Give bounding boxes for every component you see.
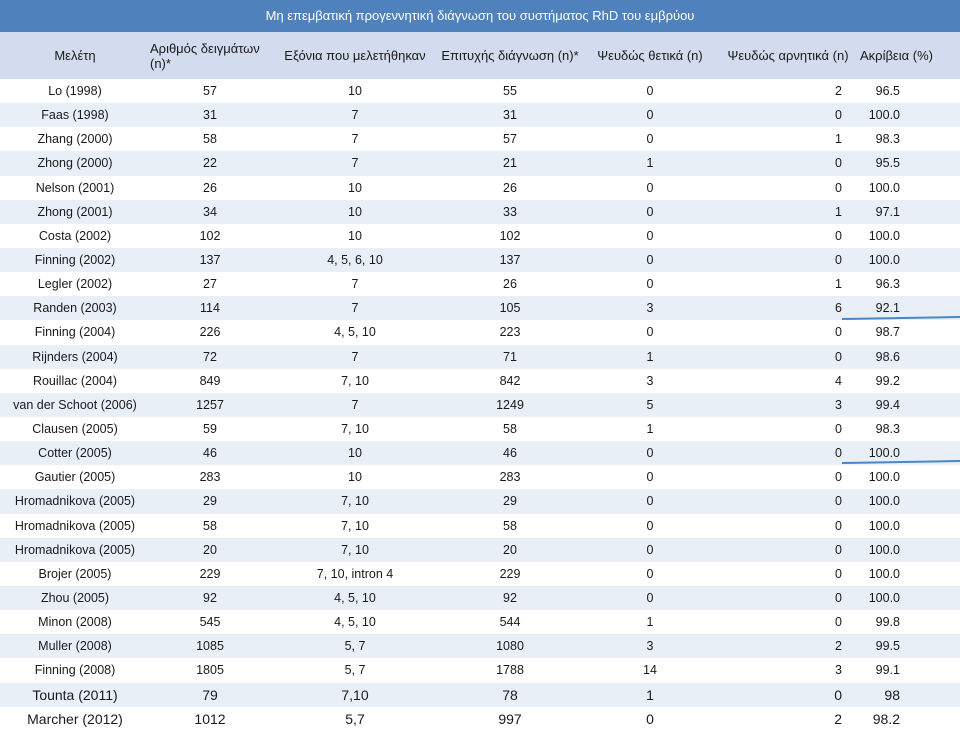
- cell-successful-diagnosis: 229: [499, 566, 521, 581]
- table-row: [0, 393, 960, 417]
- cell-false-negatives: 1: [835, 132, 842, 147]
- table-row: [0, 441, 960, 465]
- cell-accuracy: 100.0: [868, 180, 900, 195]
- cell-study: Brojer (2005): [38, 566, 112, 581]
- cell-successful-diagnosis: 26: [503, 180, 517, 195]
- cell-accuracy: 100.0: [868, 108, 900, 123]
- cell-study: Zhang (2000): [37, 132, 113, 147]
- table-row: [0, 707, 960, 731]
- cell-false-negatives: 0: [835, 253, 842, 268]
- cell-successful-diagnosis: 71: [503, 349, 517, 364]
- cell-successful-diagnosis: 78: [502, 686, 518, 703]
- cell-study: Hromadnikova (2005): [14, 542, 136, 557]
- table-row: [0, 224, 960, 248]
- cell-false-positives: 5: [646, 397, 654, 412]
- cell-false-negatives: 1: [835, 204, 842, 219]
- cell-study: Randen (2003): [33, 301, 117, 316]
- cell-study: Finning (2008): [34, 663, 116, 678]
- cell-false-positives: 0: [646, 518, 654, 533]
- cell-exons: 10: [348, 84, 362, 99]
- cell-false-positives: 14: [643, 663, 657, 678]
- cell-successful-diagnosis: 57: [503, 132, 517, 147]
- cell-exons: 10: [348, 204, 362, 219]
- cell-exons: 5, 7: [344, 663, 366, 678]
- cell-accuracy: 96.5: [875, 84, 900, 99]
- cell-sample-count: 59: [203, 422, 217, 437]
- cell-study: van der Schoot (2006): [13, 397, 137, 412]
- cell-sample-count: 1012: [194, 710, 226, 727]
- cell-false-negatives: 3: [835, 663, 842, 678]
- header-exons: Εξόνια που μελετήθηκαν: [284, 48, 426, 63]
- cell-sample-count: 31: [203, 108, 217, 123]
- cell-false-negatives: 0: [834, 686, 842, 703]
- cell-study: Faas (1998): [41, 108, 109, 123]
- cell-exons: 7: [351, 156, 359, 171]
- cell-exons: 7: [351, 397, 359, 412]
- cell-false-positives: 0: [646, 591, 654, 606]
- cell-accuracy: 98.6: [875, 349, 900, 364]
- table-row: [0, 200, 960, 224]
- cell-sample-count: 849: [199, 373, 221, 388]
- cell-accuracy: 99.5: [875, 639, 900, 654]
- cell-false-negatives: 0: [835, 156, 842, 171]
- cell-false-negatives: 0: [835, 615, 842, 630]
- cell-successful-diagnosis: 20: [503, 542, 517, 557]
- cell-accuracy: 99.2: [875, 373, 900, 388]
- table-row: [0, 586, 960, 610]
- cell-false-positives: 0: [646, 253, 654, 268]
- cell-sample-count: 72: [203, 349, 217, 364]
- cell-false-positives: 0: [646, 710, 654, 727]
- cell-successful-diagnosis: 1249: [496, 397, 524, 412]
- cell-accuracy: 100.0: [868, 566, 900, 581]
- cell-study: Cotter (2005): [38, 446, 112, 461]
- table-row: [0, 465, 960, 489]
- header-successful-diagnosis: Επιτυχής διάγνωση (n)*: [441, 48, 579, 63]
- table-row: [0, 296, 960, 320]
- cell-sample-count: 102: [199, 228, 221, 243]
- header-false-negatives: Ψευδώς αρνητικά (n): [727, 48, 849, 63]
- cell-study: Clausen (2005): [32, 422, 118, 437]
- cell-study: Finning (2002): [34, 253, 116, 268]
- cell-false-negatives: 0: [835, 542, 842, 557]
- cell-exons: 7, 10, intron 4: [316, 566, 394, 581]
- cell-accuracy: 99.1: [875, 663, 900, 678]
- cell-false-positives: 0: [646, 470, 654, 485]
- cell-false-positives: 0: [646, 494, 654, 509]
- cell-successful-diagnosis: 105: [499, 301, 521, 316]
- cell-study: Finning (2004): [34, 325, 116, 340]
- cell-false-negatives: 2: [835, 639, 842, 654]
- cell-accuracy: 100.0: [868, 253, 900, 268]
- cell-false-positives: 0: [646, 542, 654, 557]
- cell-successful-diagnosis: 223: [499, 325, 521, 340]
- table-row: [0, 658, 960, 682]
- cell-false-positives: 0: [646, 204, 654, 219]
- cell-accuracy: 100.0: [868, 518, 900, 533]
- cell-sample-count: 1805: [196, 663, 224, 678]
- cell-successful-diagnosis: 283: [499, 470, 521, 485]
- cell-study: Rouillac (2004): [32, 373, 118, 388]
- cell-sample-count: 34: [203, 204, 217, 219]
- table-row: [0, 320, 960, 344]
- cell-sample-count: 92: [203, 591, 217, 606]
- table-row: [0, 514, 960, 538]
- cell-exons: 10: [348, 180, 362, 195]
- cell-false-negatives: 0: [835, 566, 842, 581]
- cell-false-negatives: 2: [835, 84, 842, 99]
- table-body: [0, 79, 960, 731]
- cell-sample-count: 1085: [196, 639, 224, 654]
- cell-study: Costa (2002): [38, 228, 112, 243]
- cell-sample-count: 226: [199, 325, 221, 340]
- cell-successful-diagnosis: 29: [503, 494, 517, 509]
- table-row: [0, 272, 960, 296]
- cell-exons: 5, 7: [344, 639, 366, 654]
- cell-false-positives: 3: [646, 373, 654, 388]
- cell-exons: 7,10: [341, 686, 369, 703]
- table-row: [0, 103, 960, 127]
- cell-sample-count: 114: [200, 301, 220, 316]
- cell-exons: 10: [348, 228, 362, 243]
- cell-accuracy: 98: [884, 686, 900, 703]
- cell-sample-count: 545: [199, 615, 221, 630]
- cell-sample-count: 58: [203, 132, 217, 147]
- cell-sample-count: 27: [203, 277, 217, 292]
- cell-successful-diagnosis: 21: [503, 156, 517, 171]
- header-accuracy: Ακρίβεια (%): [860, 48, 933, 63]
- cell-exons: 7, 10: [341, 518, 369, 533]
- cell-sample-count: 283: [199, 470, 221, 485]
- cell-sample-count: 57: [203, 84, 217, 99]
- cell-accuracy: 96.3: [875, 277, 900, 292]
- cell-accuracy: 98.7: [875, 325, 900, 340]
- cell-false-positives: 0: [646, 277, 654, 292]
- cell-study: Lo (1998): [48, 84, 102, 99]
- cell-accuracy: 100.0: [868, 470, 900, 485]
- cell-exons: 10: [348, 446, 362, 461]
- table-row: [0, 369, 960, 393]
- cell-study: Minon (2008): [38, 615, 112, 630]
- cell-false-negatives: 0: [835, 349, 842, 364]
- cell-sample-count: 22: [203, 156, 217, 171]
- cell-successful-diagnosis: 55: [503, 84, 517, 99]
- cell-accuracy: 100.0: [868, 542, 900, 557]
- cell-false-negatives: 0: [835, 422, 842, 437]
- cell-false-negatives: 4: [835, 373, 842, 388]
- cell-exons: 7: [351, 132, 359, 147]
- cell-accuracy: 98.3: [875, 422, 900, 437]
- cell-successful-diagnosis: 58: [503, 518, 517, 533]
- cell-false-positives: 0: [646, 132, 654, 147]
- cell-false-positives: 3: [646, 639, 654, 654]
- cell-exons: 4, 5, 6, 10: [327, 253, 383, 268]
- cell-false-positives: 0: [646, 228, 654, 243]
- cell-study: Zhou (2005): [40, 591, 110, 606]
- cell-exons: 4, 5, 10: [334, 615, 376, 630]
- cell-accuracy: 92.1: [875, 301, 900, 316]
- cell-sample-count: 20: [203, 542, 217, 557]
- cell-accuracy: 95.5: [875, 156, 900, 171]
- cell-accuracy: 99.4: [875, 397, 900, 412]
- cell-accuracy: 100.0: [868, 446, 900, 461]
- header-sample-count: Αριθμός δειγμάτων (n)*: [150, 40, 260, 71]
- cell-successful-diagnosis: 544: [499, 615, 521, 630]
- cell-exons: 7, 10: [341, 373, 369, 388]
- cell-study: Zhong (2000): [37, 156, 113, 171]
- cell-study: Legler (2002): [37, 277, 113, 292]
- table-title: Μη επεμβατική προγεννητική διάγνωση του συστήματος RhD του εμβρύου: [0, 0, 960, 32]
- cell-successful-diagnosis: 842: [499, 373, 521, 388]
- cell-study: Muller (2008): [38, 639, 112, 654]
- cell-sample-count: 29: [203, 494, 217, 509]
- cell-sample-count: 229: [199, 566, 221, 581]
- cell-false-negatives: 0: [835, 494, 842, 509]
- cell-successful-diagnosis: 137: [499, 253, 521, 268]
- cell-successful-diagnosis: 46: [503, 446, 517, 461]
- cell-exons: 7: [351, 108, 359, 123]
- cell-successful-diagnosis: 102: [499, 228, 521, 243]
- cell-successful-diagnosis: 31: [503, 108, 517, 123]
- cell-accuracy: 100.0: [868, 494, 900, 509]
- cell-false-positives: 0: [646, 180, 654, 195]
- cell-sample-count: 1257: [196, 397, 224, 412]
- cell-successful-diagnosis: 58: [503, 422, 517, 437]
- cell-exons: 7: [351, 301, 359, 316]
- cell-false-negatives: 2: [834, 710, 842, 727]
- table-row: [0, 417, 960, 441]
- cell-false-negatives: 0: [835, 325, 842, 340]
- table-row: [0, 489, 960, 513]
- cell-false-negatives: 1: [835, 277, 842, 292]
- cell-false-positives: 1: [646, 349, 654, 364]
- cell-sample-count: 137: [199, 253, 221, 268]
- cell-accuracy: 98.2: [872, 710, 900, 727]
- cell-sample-count: 26: [203, 180, 217, 195]
- cell-false-positives: 1: [646, 422, 654, 437]
- table-header-row: [0, 32, 960, 79]
- cell-sample-count: 58: [203, 518, 217, 533]
- cell-false-negatives: 0: [835, 518, 842, 533]
- cell-false-positives: 0: [646, 325, 654, 340]
- cell-false-positives: 1: [646, 615, 654, 630]
- cell-exons: 5,7: [345, 710, 365, 727]
- cell-false-negatives: 0: [835, 228, 842, 243]
- cell-study: Nelson (2001): [35, 180, 115, 195]
- cell-accuracy: 100.0: [868, 228, 900, 243]
- cell-exons: 4, 5, 10: [334, 591, 376, 606]
- cell-false-negatives: 0: [835, 591, 842, 606]
- table-row: [0, 538, 960, 562]
- cell-accuracy: 97.1: [875, 204, 900, 219]
- cell-study: Rijnders (2004): [32, 349, 118, 364]
- table-row: [0, 127, 960, 151]
- table-row: [0, 610, 960, 634]
- cell-false-positives: 0: [646, 84, 654, 99]
- cell-exons: 7: [351, 349, 359, 364]
- table-row: [0, 562, 960, 586]
- table-row: [0, 151, 960, 175]
- cell-false-negatives: 3: [835, 397, 842, 412]
- table-row: [0, 248, 960, 272]
- cell-exons: 7: [351, 277, 359, 292]
- cell-false-negatives: 0: [835, 108, 842, 123]
- cell-sample-count: 46: [203, 446, 217, 461]
- cell-accuracy: 100.0: [868, 591, 900, 606]
- cell-false-negatives: 0: [835, 180, 842, 195]
- cell-false-positives: 0: [646, 446, 654, 461]
- cell-successful-diagnosis: 1080: [496, 639, 524, 654]
- header-false-positives: Ψευδώς θετικά (n): [597, 48, 703, 63]
- cell-successful-diagnosis: 92: [503, 591, 517, 606]
- table-row: [0, 683, 960, 707]
- cell-successful-diagnosis: 33: [503, 204, 517, 219]
- table-row: [0, 345, 960, 369]
- cell-exons: 7, 10: [341, 494, 369, 509]
- cell-successful-diagnosis: 26: [503, 277, 517, 292]
- cell-exons: 7, 10: [341, 542, 369, 557]
- cell-study: Tounta (2011): [32, 686, 118, 703]
- table-row: [0, 79, 960, 103]
- cell-false-positives: 3: [646, 301, 654, 316]
- cell-false-negatives: 6: [835, 301, 842, 316]
- cell-study: Marcher (2012): [27, 710, 123, 727]
- header-study: Μελέτη: [54, 48, 96, 63]
- cell-false-positives: 1: [646, 156, 654, 171]
- table-row: [0, 634, 960, 658]
- cell-study: Zhong (2001): [37, 204, 113, 219]
- cell-successful-diagnosis: 997: [498, 710, 522, 727]
- cell-study: Hromadnikova (2005): [14, 494, 136, 509]
- cell-false-negatives: 0: [835, 446, 842, 461]
- cell-false-positives: 0: [646, 566, 654, 581]
- cell-exons: 10: [348, 470, 362, 485]
- cell-study: Gautier (2005): [34, 470, 116, 485]
- cell-false-negatives: 0: [835, 470, 842, 485]
- cell-study: Hromadnikova (2005): [14, 518, 136, 533]
- cell-exons: 7, 10: [341, 422, 369, 437]
- table-row: [0, 176, 960, 200]
- cell-sample-count: 79: [202, 686, 218, 703]
- cell-successful-diagnosis: 1788: [496, 663, 524, 678]
- cell-accuracy: 99.8: [875, 615, 900, 630]
- cell-false-positives: 0: [646, 108, 654, 123]
- cell-false-positives: 1: [646, 686, 654, 703]
- cell-exons: 4, 5, 10: [334, 325, 376, 340]
- cell-accuracy: 98.3: [875, 132, 900, 147]
